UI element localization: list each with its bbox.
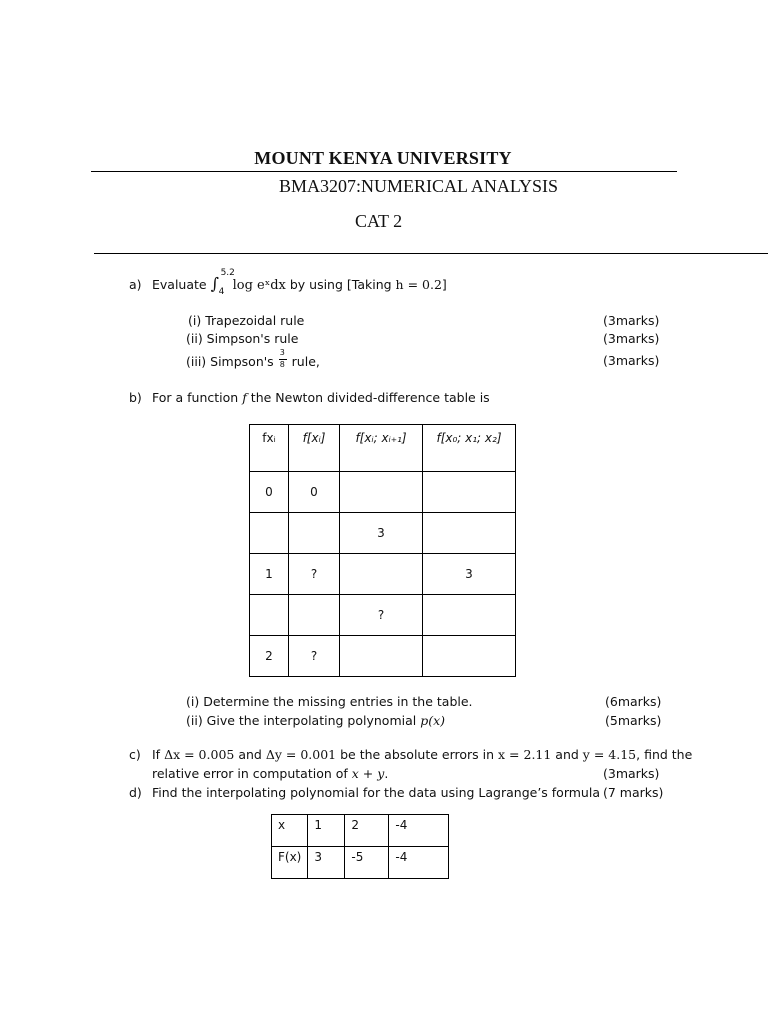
part-b-i: (i) Determine the missing entries in the table. [186, 694, 473, 709]
table-cell: 0 [289, 472, 340, 513]
table-header-row [250, 425, 516, 472]
table-cell [423, 513, 516, 554]
c-text: If [152, 747, 165, 762]
header-bottom-rule [94, 253, 768, 254]
question-d-marks: (7 marks) [603, 785, 664, 800]
c-line2-post: . [384, 766, 389, 781]
university-title: MOUNT KENYA UNIVERSITY [254, 148, 512, 168]
y-value-expression: y = 4.15 [582, 747, 637, 762]
cat-title: CAT 2 [355, 211, 403, 231]
sum-expression: x + y [351, 766, 385, 781]
table-cell: 0 [250, 472, 289, 513]
integrand: log eˣdx [232, 278, 286, 293]
question-b-label: b) [129, 390, 142, 405]
table-cell: -4 [389, 815, 449, 847]
question-a-label: a) [129, 277, 142, 292]
table-cell: ? [289, 636, 340, 677]
c-text: and [551, 747, 583, 762]
table-cell: 3 [423, 554, 516, 595]
table-row [272, 815, 449, 847]
table-cell [423, 472, 516, 513]
question-d-label: d) [129, 785, 142, 800]
table-cell: 3 [308, 847, 345, 879]
question-b-text-post: the Newton divided-difference table is [246, 390, 490, 405]
part-a-iii-marks: (3marks) [603, 353, 660, 368]
part-a-iii-post: rule, [291, 354, 320, 369]
c-text: , find the [636, 747, 693, 762]
c-text: be the absolute errors in [336, 747, 499, 762]
table-row [250, 595, 516, 636]
part-a-i: (i) Trapezoidal rule [188, 313, 305, 328]
table-cell [423, 595, 516, 636]
title-rule [91, 171, 677, 172]
question-a-text-end: ] [441, 277, 447, 292]
question-c-marks: (3marks) [603, 766, 660, 781]
part-b-ii [186, 713, 445, 728]
integral-sign: ∫ [210, 274, 219, 293]
c-line2-pre: relative error in computation of [152, 766, 352, 781]
table-cell [250, 513, 289, 554]
table-cell: ? [340, 595, 423, 636]
function-symbol: f [242, 390, 247, 405]
question-b-text-pre: For a function [152, 390, 243, 405]
c-text: and [234, 747, 266, 762]
integral-upper-limit: 5.2 [220, 268, 235, 278]
integral-lower-limit: 4 [218, 287, 225, 297]
table-cell: ? [289, 554, 340, 595]
table-cell [423, 636, 516, 677]
table-cell: 1 [250, 554, 289, 595]
lagrange-data-table [271, 814, 449, 879]
question-d-text: Find the interpolating polynomial for the data using Lagrange’s formula [152, 785, 600, 800]
part-a-iii [186, 348, 320, 372]
part-a-i-marks: (3marks) [603, 313, 660, 328]
table-cell: 3 [340, 513, 423, 554]
step-size-expression: h = 0.2 [395, 277, 442, 292]
question-b-text [152, 390, 490, 405]
question-c-label: c) [129, 747, 141, 762]
question-a-text [152, 270, 447, 296]
table-cell: 2 [250, 636, 289, 677]
polynomial-symbol: p(x) [420, 713, 446, 728]
delta-x-expression: Δx = 0.005 [164, 747, 235, 762]
table-cell [340, 636, 423, 677]
table-cell: -5 [345, 847, 389, 879]
table-cell: 1 [308, 815, 345, 847]
table-cell [289, 595, 340, 636]
table-cell: F(x) [272, 847, 308, 879]
table-header-cell: f[x₀; x₁; x₂] [423, 425, 516, 472]
table-cell [250, 595, 289, 636]
part-b-i-marks: (6marks) [605, 694, 662, 709]
integral-expression [211, 270, 233, 296]
table-cell [340, 554, 423, 595]
table-cell: -4 [389, 847, 449, 879]
question-c-line1 [152, 747, 692, 762]
table-header-cell: f[xᵢ; xᵢ₊₁] [340, 425, 423, 472]
part-b-ii-marks: (5marks) [605, 713, 662, 728]
table-row [250, 554, 516, 595]
table-row [272, 847, 449, 879]
table-row [250, 636, 516, 677]
course-title: BMA3207:NUMERICAL ANALYSIS [279, 176, 559, 196]
divided-difference-table [249, 424, 516, 677]
fraction-denominator: 8 [279, 360, 285, 369]
question-a-text-mid: by using [Taking [285, 277, 396, 292]
delta-y-expression: Δy = 0.001 [265, 747, 337, 762]
part-a-iii-pre: (iii) Simpson's [186, 354, 274, 369]
fraction-numerator: 3 [279, 348, 285, 357]
table-cell: 2 [345, 815, 389, 847]
part-a-ii-marks: (3marks) [603, 331, 660, 346]
table-cell [340, 472, 423, 513]
table-row [250, 472, 516, 513]
table-header-cell: fxᵢ [250, 425, 289, 472]
table-cell [289, 513, 340, 554]
question-c-line2 [152, 766, 388, 781]
table-header-cell: f[xᵢ] [289, 425, 340, 472]
fraction-three-eighths [279, 348, 287, 370]
question-a-text-pre: Evaluate [152, 277, 211, 292]
table-row [250, 513, 516, 554]
x-value-expression: x = 2.11 [498, 747, 552, 762]
part-a-ii: (ii) Simpson's rule [186, 331, 299, 346]
part-b-ii-text: (ii) Give the interpolating polynomial [186, 713, 421, 728]
table-cell: x [272, 815, 308, 847]
